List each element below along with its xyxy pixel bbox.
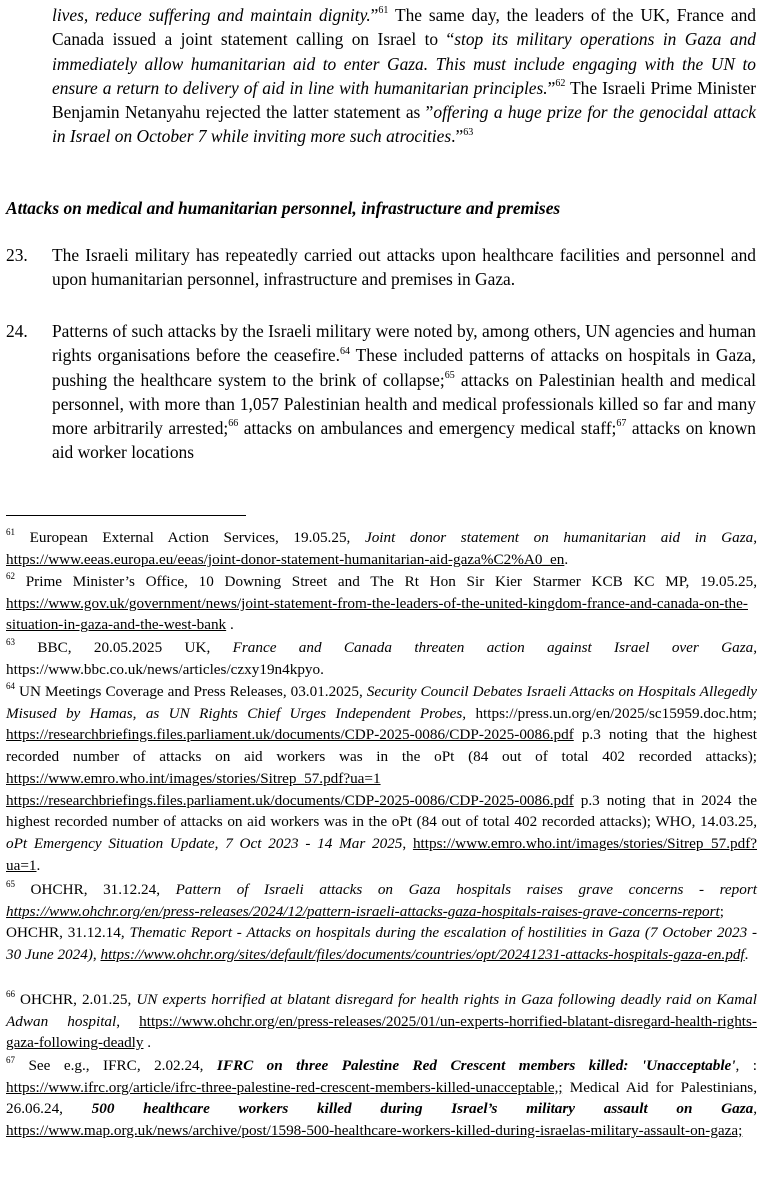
footnote-text: , [753,529,757,546]
footnote-title: Thematic Report - Attacks on hospitals during the escalation of hostilities in Gaza (7 October 2023 - 30 June 2024) [6,924,758,964]
footnote-text: UN Meetings Coverage and Press Releases, 03.01.2025, [15,683,367,700]
footnote-title: IFRC on three Palestine Red Crescent members killed: 'Unacceptable' [216,1057,736,1074]
footnote-text: Medical Aid for Palestinians, 26.06.24, [6,1078,757,1118]
body-text: The same day, the leaders of the UK, France and Canada issued a joint statement calling on Israel to “ [52,5,756,50]
footnote-ref[interactable]: 62 [555,78,566,90]
footnote-number: 62 [6,570,15,581]
text-run: attacks on known aid worker locations [52,418,756,463]
footnote-text: , [92,946,101,964]
body-text: The Israeli Prime Minister Benjamin Netanyahu rejected the latter statement as ” [52,77,757,123]
footnote-link[interactable]: https://www.eeas.europa.eu/eeas/joint-donor-statement-humanitarian-aid-gaza%C2%A0_en [6,550,565,568]
footnote-separator [6,515,246,516]
numbered-paragraph [6,319,756,465]
footnote-number: 61 [6,526,15,537]
footnote-text: https://press.un.org/en/2025/sc15959.doc.htm; [466,704,757,722]
footnote-link[interactable]: https://www.map.org.uk/news/archive/post/1598-500-healthcare-workers-killed-during-israelas-military-assault-on-gaza; [6,1122,743,1140]
footnote-link[interactable]: https://www.ohchr.org/en/press-releases/2024/12/pattern-israeli-attacks-gaza-hospitals-raises-grave-concerns-report [6,902,720,920]
footnote-64 [6,681,757,876]
footnote-text: p.3 noting that the highest recorded number of attacks on aid workers was in the oPt (84 out of total 402 recorded attacks); [6,726,757,766]
text-run: These included patterns of attacks on hospitals in Gaza, pushing the healthcare system to the brink of collapse; [52,345,756,390]
footnote-text: . [564,550,569,568]
footnote-text: . [143,1034,152,1052]
footnote-ref[interactable]: 66 [228,418,239,430]
footnote-link[interactable]: https://researchbriefings.files.parliament.uk/documents/CDP-2025-0086/CDP-2025-0086.pdf [6,791,574,809]
footnote-link[interactable]: https://www.ohchr.org/en/press-releases/2025/01/un-experts-horrified-blatant-disregard-health-rights-gaza-following-deadly [6,1012,757,1052]
quote-text: stop its military operations in Gaza and immediately allow humanitarian aid to enter Gaza. This must include engaging with the UN to ensure a return to delivery of aid in line with humanitarian principles. [52,29,756,98]
footnote-title: Joint donor statement on humanitarian aid in Gaza [364,529,754,546]
footnote-text: . [226,616,234,634]
text-run: Patterns of such attacks by the Israeli military were noted by, among others, UN agencies and human rights organisations before the ceasefire. [52,321,756,366]
footnote-number: 64 [6,680,15,691]
footnote-text: Prime Minister’s Office, 10 Downing Street and The Rt Hon Sir Kier Starmer KCB KC MP, 19.05.25, [15,573,757,590]
paragraph-text: The Israeli military has repeatedly carried out attacks upon healthcare facilities and personnel and upon humanitarian personnel, infrastructure and premises in Gaza. [52,245,756,290]
footnote-link[interactable]: https://www.ifrc.org/article/ifrc-three-palestine-red-crescent-members-killed-unacceptable,; [6,1078,563,1096]
footnote-text: . [744,946,749,964]
footnote-text: BBC, 20.05.2025 UK, [15,639,233,656]
footnote-text: p.3 noting that in 2024 the highest recorded number of attacks on aid workers was in the oPt (84 out of total 402 recorded attacks); WHO, 14.03.25, [6,791,757,831]
footnote-ref[interactable]: 67 [616,418,627,430]
footnote-text: OHCHR, 31.12.24, [15,881,176,898]
footnote-text: ; OHCHR, 31.12.14, [6,902,724,942]
footnote-title: Security Council Debates Israeli Attacks on Hospitals Allegedly Misused by Hamas, as UN Rights Chief Urges Independent Probes, [6,683,758,722]
footnote-number: 63 [6,636,15,647]
footnote-62 [6,571,757,636]
footnote-63 [6,637,757,680]
footnote-link[interactable]: https://researchbriefings.files.parliament.uk/documents/CDP-2025-0086/CDP-2025-0086.pdf [6,726,574,744]
footnote-65 [6,879,757,966]
text-run: attacks on ambulances and emergency medical staff; [238,418,617,439]
footnote-text: , [116,1012,140,1030]
footnote-ref[interactable]: 63 [463,126,474,138]
footnote-61 [6,527,757,570]
footnote-text: European External Action Services, 19.05.25, [15,529,365,546]
footnote-text: , https://www.bbc.co.uk/news/articles/czxy19n4kpyo. [6,639,757,678]
footnote-link[interactable]: https://www.emro.who.int/images/stories/Sitrep_57.pdf?ua=1 [6,834,758,874]
footnote-text: . [36,856,41,874]
footnote-text: , [753,1100,757,1118]
footnote-text: OHCHR, 2.01.25, [15,991,137,1008]
footnote-text: , [402,834,413,852]
footnote-number: 66 [6,988,15,999]
footnote-ref[interactable]: 61 [378,5,389,17]
footnote-number: 67 [6,1054,15,1065]
footnote-title: oPt Emergency Situation Update, 7 Oct 2023 - 14 Mar 2025 [6,834,403,852]
text-run: attacks on Palestinian health and medical personnel, with more than 1,057 Palestinian health and medical professionals killed so far and many more arbitrarily arrested; [52,369,756,439]
paragraph-number: 24. [6,321,28,341]
footnote-title: France and Canada threaten action against Israel over Gaza [232,639,754,656]
section-heading: Attacks on medical and humanitarian personnel, infrastructure and premises [6,198,561,218]
footnote-link[interactable]: https://www.gov.uk/government/news/joint-statement-from-the-leaders-of-the-united-kingdom-france-and-canada-on-the-situation-in-gaza-and-the-west-bank [6,594,748,634]
paragraph-text [52,319,756,465]
quote-text: lives, reduce suffering and maintain dignity. [52,5,371,25]
footnote-text: See e.g., IFRC, 2.02.24, [15,1057,217,1074]
paragraph-number: 23. [6,245,28,265]
footnote-ref[interactable]: 64 [339,345,350,357]
footnote-text: , : [735,1057,757,1074]
footnote-ref[interactable]: 65 [444,369,455,381]
quote-text: offering a huge prize for the genocidal attack in Israel on October 7 while inviting more such atrocities [52,102,756,147]
footnote-title: 500 healthcare workers killed during Israel’s military assault on Gaza [91,1100,754,1118]
footnote-link[interactable]: https://www.emro.who.int/images/stories/Sitrep_57.pdf?ua=1 [6,769,381,787]
footnote-number: 65 [6,878,15,889]
intro-paragraph: lives, reduce suffering and maintain dignity.”$^{61}$ The same day, the leaders of the UK, France and Canada issued a joint statement calling on Israel to “stop its military operations in Gaza and immediately allow humanitarian aid to enter Gaza. This must include engaging with the UN to ensure a return to delivery of aid in line with humanitarian principles.”$^{62}$ The Israeli Prime Minister Benjamin Netanyahu rejected the latter statement as ”offering a huge prize for the genocidal attack in Israel on October 7 while inviting more such atrocities.”$^{63}$ [52,5,757,147]
footnote-title: UN experts horrified at blatant disregard for health rights in Gaza following deadly raid on Kamal Adwan hospital [6,991,757,1030]
footnote-link[interactable]: https://www.ohchr.org/sites/default/files/documents/countries/opt/20241231-attacks-hospitals-gaza-en.pdf [100,946,745,964]
footnote-67 [6,1055,757,1142]
footnote-title: Pattern of Israeli attacks on Gaza hospitals raises grave concerns - report [175,881,757,898]
footnote-66 [6,989,757,1054]
numbered-paragraph [6,243,756,292]
